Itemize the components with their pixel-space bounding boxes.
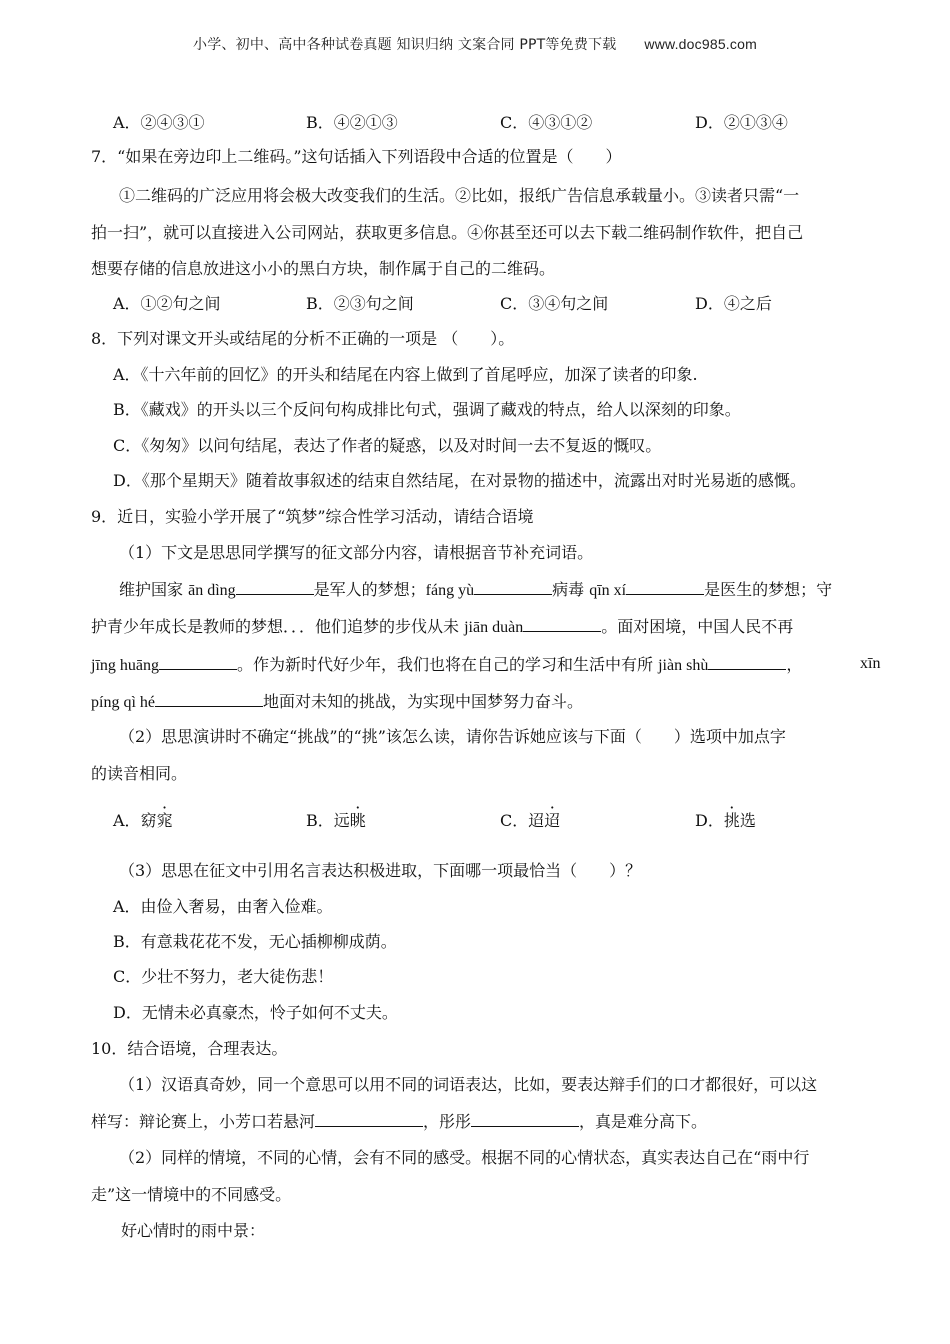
- answer-blank[interactable]: [708, 653, 786, 670]
- pinyin: jiān duàn: [464, 619, 524, 636]
- pinyin: jīng huāng: [91, 657, 159, 674]
- pinyin: qīn xí: [589, 582, 627, 599]
- pinyin: píng qì hé: [91, 694, 155, 711]
- q8-stem: 8．下列对课文开头或结尾的分析不正确的一项是 （ ）。: [91, 329, 515, 348]
- q9-sub2-option-c[interactable]: C．迢迢: [500, 811, 561, 830]
- q10-sub1-line2: 样写：辩论赛上，小芳口若悬河 ，彤彤 ，真是难分高下。: [91, 1112, 708, 1131]
- q7-option-b[interactable]: B．②③句之间: [306, 294, 414, 313]
- q7-option-a[interactable]: A．①②句之间: [113, 294, 221, 313]
- q10-sub2-line3: 好心情时的雨中景：: [121, 1221, 266, 1240]
- page-header: [0, 34, 950, 54]
- q9-sub1-line2: 护青少年成长是教师的梦想．．．他们追梦的步伐从未 jiān duàn 。面对困境，中国人民不再: [91, 617, 794, 636]
- q7-passage-line: ①二维码的广泛应用将会极大改变我们的生活。②比如，报纸广告信息承载量小。③读者只需“一: [119, 186, 800, 205]
- answer-blank[interactable]: [474, 578, 552, 595]
- q9-sub2-option-a[interactable]: A．窈窕: [113, 811, 173, 830]
- q7-passage-line: 想要存储的信息放进这小小的黑白方块，制作属于自己的二维码。: [91, 259, 556, 278]
- q10-stem: 10．结合语境，合理表达。: [91, 1039, 288, 1058]
- answer-blank[interactable]: [626, 578, 704, 595]
- q9-sub3-option-d[interactable]: D．无情未必真豪杰，怜子如何不丈夫。: [113, 1003, 398, 1022]
- q8-option-b[interactable]: B．《藏戏》的开头以三个反问句构成排比句式，强调了藏戏的特点，给人以深刻的印象。: [113, 400, 741, 419]
- q9-sub3-option-a[interactable]: A．由俭入奢易，由奢入俭难。: [113, 897, 333, 916]
- q10-sub2-line1: （2）同样的情境，不同的心情，会有不同的感受。根据不同的心情状态，真实表达自己在“雨中行: [119, 1148, 810, 1167]
- q9-stem: 9．近日，实验小学开展了“筑梦”综合性学习活动，请结合语境: [91, 507, 534, 526]
- q10-sub2-line2: 走”这一情境中的不同感受。: [91, 1185, 292, 1204]
- q9-sub3-option-c[interactable]: C．少壮不努力，老大徒伤悲！: [113, 967, 334, 986]
- q9-sub1-line4: píng qì hé 地面对未知的挑战，为实现中国梦努力奋斗。: [91, 692, 584, 711]
- q10-sub1-line1: （1）汉语真奇妙，同一个意思可以用不同的词语表达，比如，要表达辩手们的口才都很好，可以这: [119, 1075, 818, 1094]
- q7-option-d[interactable]: D．④之后: [695, 294, 772, 313]
- header-text: 小学、初中、高中各种试卷真题 知识归纳 文案合同 PPT等免费下载: [193, 37, 617, 53]
- answer-blank[interactable]: [315, 1110, 423, 1127]
- answer-blank[interactable]: [159, 653, 237, 670]
- q8-option-a[interactable]: A．《十六年前的回忆》的开头和结尾在内容上做到了首尾呼应，加深了读者的印象.: [113, 365, 698, 384]
- pinyin: fáng yù: [425, 582, 475, 599]
- answer-blank[interactable]: [155, 690, 263, 707]
- q9-sub1-line1: 维护国家 ān dìng 是军人的梦想；fáng yù 病毒 qīn xí 是医生的梦想；守: [119, 580, 833, 599]
- q6-option-c[interactable]: C．④③①②: [500, 113, 593, 132]
- q9-sub1-title: （1）下文是思思同学撰写的征文部分内容，请根据音节补充词语。: [119, 543, 594, 562]
- q9-sub2-options: [113, 810, 893, 832]
- q7-stem: 7．“如果在旁边印上二维码。”这句话插入下列语段中合适的位置是（ ）: [91, 147, 622, 166]
- q6-option-d[interactable]: D．②①③④: [695, 113, 788, 132]
- q8-option-c[interactable]: C．《匆匆》以问句结尾，表达了作者的疑惑，以及对时间一去不复返的慨叹。: [113, 436, 662, 455]
- q9-sub1-line3: jīng huāng 。作为新时代好少年，我们也将在自己的学习和生活中有所 jiàn shù ， xīn: [91, 655, 881, 674]
- answer-blank[interactable]: [523, 615, 601, 632]
- answer-blank[interactable]: [471, 1110, 579, 1127]
- q6-option-a[interactable]: A．②④③①: [113, 113, 205, 132]
- q9-sub2-line1: （2）思思演讲时不确定“挑战”的“挑”该怎么读，请你告诉她应该与下面（ ）选项中加点字: [119, 727, 786, 746]
- q9-sub2-line2: 的读音相同。: [91, 764, 188, 783]
- header-url[interactable]: www.doc985.com: [644, 36, 757, 52]
- q9-sub3-title: （3）思思在征文中引用名言表达积极进取，下面哪一项最恰当（ ）？: [119, 861, 642, 880]
- q9-sub2-option-d[interactable]: D．挑选: [695, 811, 756, 830]
- pinyin: jiàn shù: [658, 657, 709, 674]
- q7-options: [113, 293, 893, 315]
- pinyin: xīn: [860, 655, 881, 672]
- q9-sub2-option-b[interactable]: B．远眺: [306, 811, 366, 830]
- q6-option-b[interactable]: B．④②①③: [306, 113, 398, 132]
- q7-option-c[interactable]: C．③④句之间: [500, 294, 609, 313]
- q7-passage-line: 拍一扫”，就可以直接进入公司网站，获取更多信息。④你甚至还可以去下载二维码制作软件，把自己: [91, 223, 804, 242]
- answer-blank[interactable]: [236, 578, 314, 595]
- q8-option-d[interactable]: D．《那个星期天》随着故事叙述的结束自然结尾，在对景物的描述中，流露出对时光易逝的感慨。: [113, 471, 806, 490]
- q9-sub3-option-b[interactable]: B．有意栽花花不发，无心插柳柳成荫。: [113, 932, 397, 951]
- q6-options: [113, 112, 893, 134]
- pinyin: ān dìng: [188, 582, 236, 599]
